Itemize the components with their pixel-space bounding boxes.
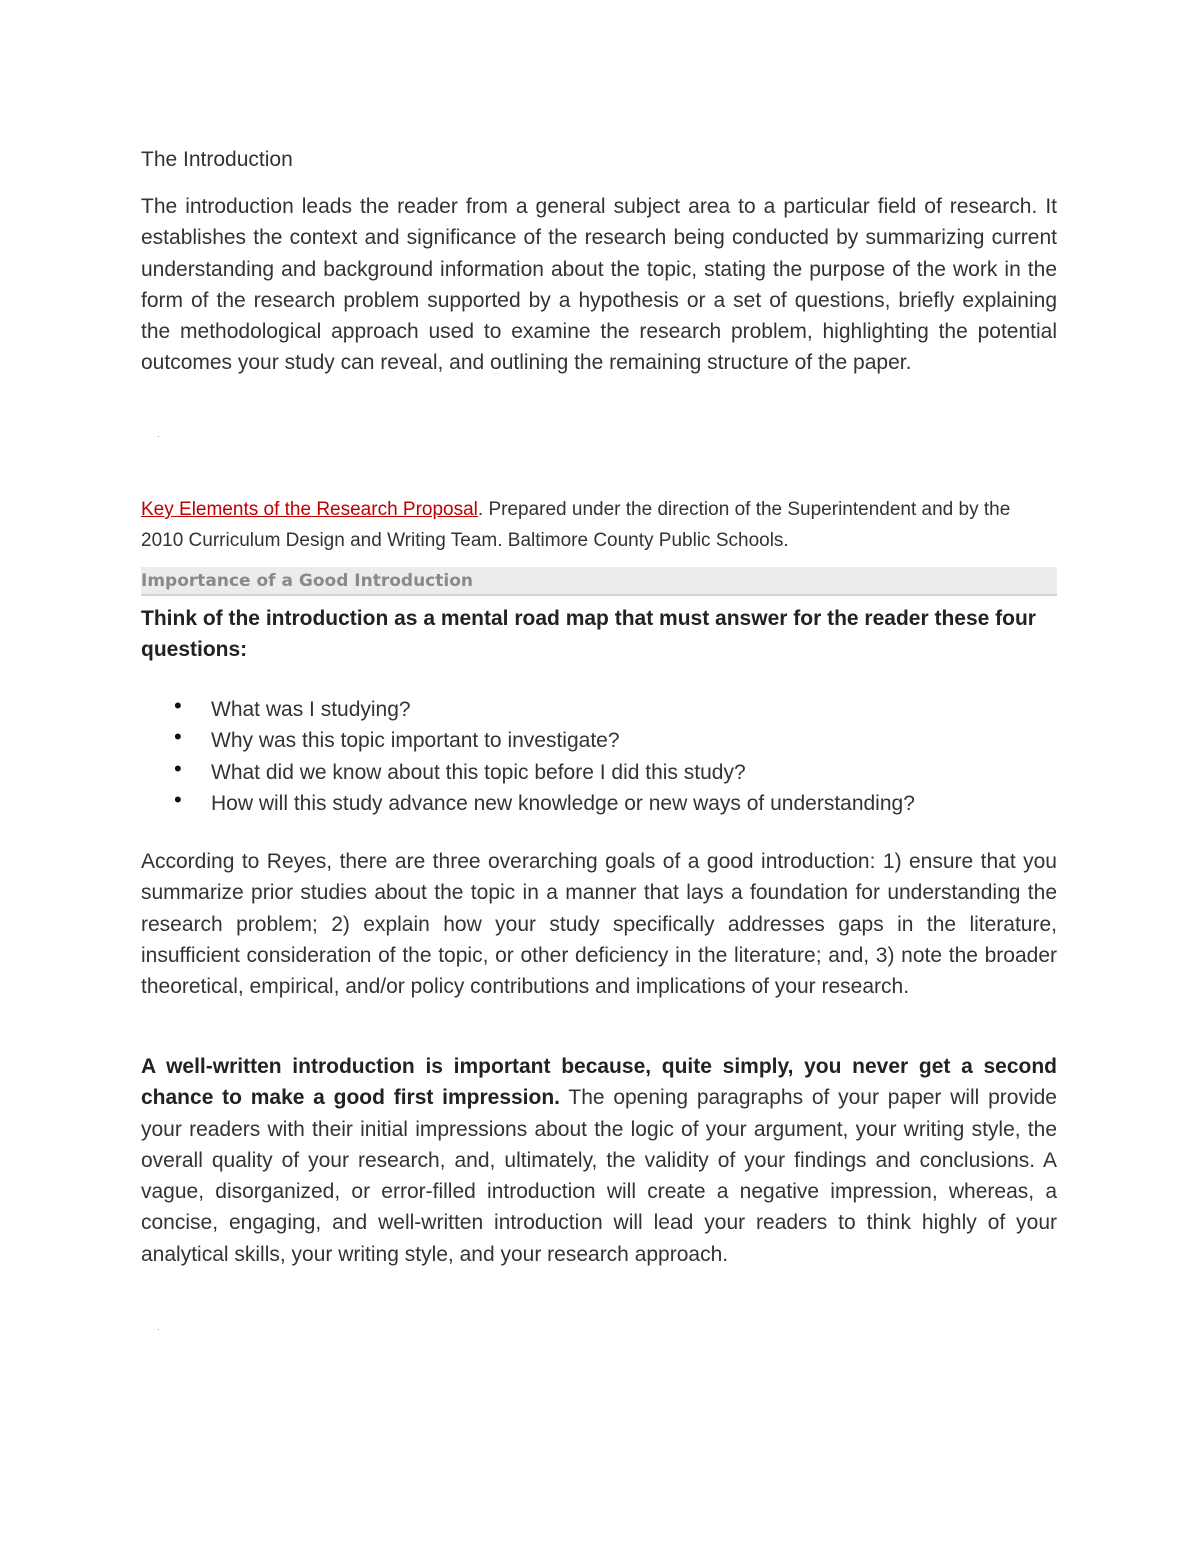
list-item-text: Why was this topic important to investigate?	[211, 729, 620, 753]
list-item	[141, 757, 1057, 788]
lead-question: Think of the introduction as a mental road map that must answer for the reader these four questions:	[141, 607, 1036, 662]
bullet-icon: •	[174, 786, 182, 812]
bullet-icon: •	[174, 693, 182, 718]
citation-text: . Prepared under the direction of the Superintendent and by the 2010 Curriculum Design and Writing Team. Baltimore County Public Schools.	[141, 499, 1011, 551]
section-heading-band	[141, 567, 1057, 596]
section-heading: Importance of a Good Introduction	[141, 571, 473, 591]
question-list	[141, 694, 1057, 819]
importance-bold-lead: A well-written introduction is important because, quite simply, you never get a second chance to make a good first impression.	[141, 1055, 1057, 1110]
list-item-text: What did we know about this topic before I did this study?	[211, 760, 746, 784]
citation-link[interactable]: Key Elements of the Research Proposal	[141, 499, 478, 520]
goals-paragraph: According to Reyes, there are three overarching goals of a good introduction: 1) ensure that you summarize prior studies about the topic in a manner that lays a foundation for understanding the research problem; 2) explain how your study specifically addresses gaps in the literature, insufficient consideration of the topic, or other deficiency in the literature; and, 3) note the broader theoretical, empirical, and/or policy contributions and implications of your research.	[141, 850, 1057, 999]
citation	[141, 494, 1057, 556]
list-item-text: How will this study advance new knowledge or new ways of understanding?	[211, 791, 915, 815]
separator-dot: .	[157, 1322, 160, 1333]
importance-body: The opening paragraphs of your paper will provide your readers with their initial impressions about the logic of your argument, your writing style, the overall quality of your research, and, ultimately, the validity of your findings and conclusions. A vague, disorganized, or error-filled introduction will create a negative impression, whereas, a concise, engaging, and well-written introduction will lead your readers to think highly of your analytical skills, your writing style, and your research approach.	[141, 1086, 1057, 1266]
section-title: The Introduction	[141, 148, 293, 171]
list-item	[141, 694, 1057, 725]
bullet-icon: •	[174, 755, 182, 781]
importance-paragraph	[141, 1051, 1057, 1270]
list-item	[141, 725, 1057, 756]
bullet-icon: •	[174, 724, 182, 750]
intro-paragraph: The introduction leads the reader from a general subject area to a particular field of research. It establishes the context and significance of the research being conducted by summarizing current understanding and background information about the topic, stating the purpose of the work in the form of the research problem supported by a hypothesis or a set of questions, briefly explaining the methodological approach used to examine the research problem, highlighting the potential outcomes your study can reveal, and outlining the remaining structure of the paper.	[141, 195, 1057, 375]
list-item	[141, 788, 1057, 819]
separator-dot: .	[157, 429, 160, 440]
list-item-text: What was I studying?	[211, 698, 411, 721]
